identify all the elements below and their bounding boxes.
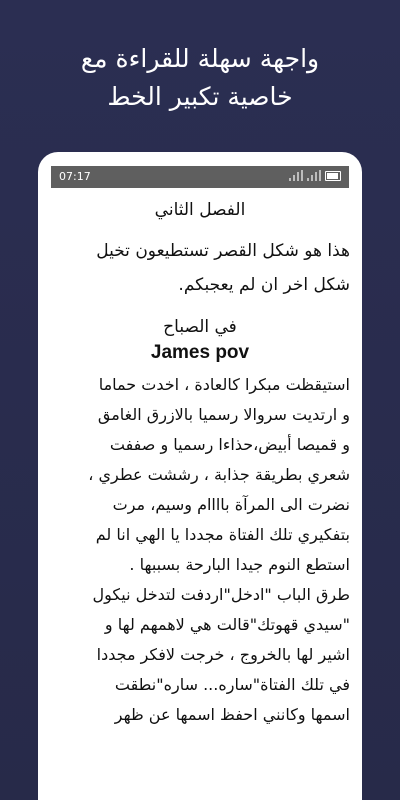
signal-icon-2 <box>307 170 321 182</box>
pov-heading: James pov <box>150 342 250 363</box>
intro-line: هذا هو شكل القصر تستطيعون تخيل <box>96 241 350 261</box>
chapter-body <box>50 370 350 730</box>
signal-icon <box>289 170 303 182</box>
body-line: نضرت الى المرآة باااام وسيم، مرت <box>112 495 350 514</box>
scene-heading: في الصباح <box>163 317 237 337</box>
body-line: استيقظت مبكرا كالعادة ، اخدت حماما <box>98 375 350 394</box>
phone-frame <box>38 152 362 800</box>
status-time: 07:17 <box>59 170 91 183</box>
status-bar <box>51 166 349 188</box>
intro-paragraph <box>50 234 350 302</box>
body-line: استطع النوم جيدا البارحة بسببها . <box>129 555 350 574</box>
body-line: و ارتديت سروالا رسميا بالازرق الغامق <box>97 405 350 424</box>
promo-headline <box>0 40 400 116</box>
body-line: شعري بطريقة جذابة ، رششت عطري ، <box>88 465 350 484</box>
body-line: اسمها وكانني احفظ اسمها عن ظهر <box>114 705 350 724</box>
promo-line-2: خاصية تكبير الخط <box>107 82 293 111</box>
reader-content[interactable] <box>50 196 350 730</box>
body-line: طرق الباب "ادخل"اردفت لتدخل نيكول <box>92 585 350 604</box>
chapter-title: الفصل الثاني <box>154 200 246 220</box>
body-line: اشير لها بالخروج ، خرجت لافكر مجددا <box>96 645 350 664</box>
body-line: و قميصا أبيض،حذاءا رسميا و صففت <box>109 435 350 454</box>
status-icons <box>289 170 341 182</box>
body-line: بتفكيري تلك الفتاة مجددا يا الهي انا لم <box>95 525 350 544</box>
promo-line-1: واجهة سهلة للقراءة مع <box>80 44 320 73</box>
body-line: في تلك الفتاة"ساره... ساره"نطقت <box>114 675 350 694</box>
intro-line: شكل اخر ان لم يعجبكم. <box>178 275 350 295</box>
battery-icon <box>325 171 341 181</box>
body-line: "سيدي قهوتك"قالت هي لاهمهم لها و <box>104 615 350 634</box>
